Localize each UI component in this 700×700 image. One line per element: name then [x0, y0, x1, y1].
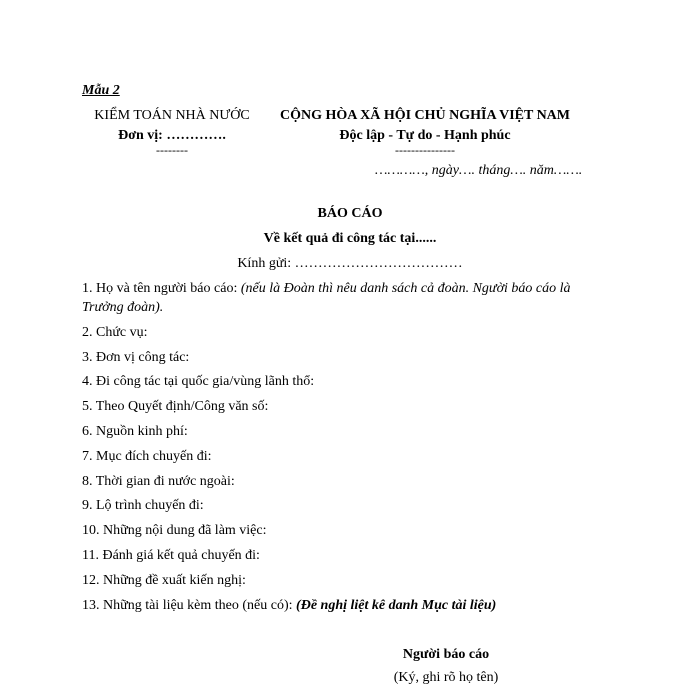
- item-12: 12. Những đề xuất kiến nghị:: [82, 573, 246, 588]
- addressee-line: Kính gửi: ………………………………: [237, 256, 463, 271]
- signature-note: (Ký, ghi rõ họ tên): [393, 670, 499, 685]
- item-3: 3. Đơn vị công tác:: [82, 350, 190, 365]
- item-11: 11. Đánh giá kết quả chuyến đi:: [82, 548, 260, 563]
- item-6: 6. Nguồn kinh phí:: [82, 424, 188, 439]
- item-7: 7. Mục đích chuyến đi:: [82, 449, 212, 464]
- left-rule: --------: [156, 143, 188, 157]
- item-13-text: 13. Những tài liệu kèm theo (nếu có):: [82, 598, 297, 613]
- item-2: 2. Chức vụ:: [82, 325, 148, 340]
- signature-title: Người báo cáo: [402, 647, 490, 662]
- right-rule: ---------------: [395, 143, 455, 157]
- report-title: BÁO CÁO: [317, 206, 383, 221]
- date-line: …………, ngày…. tháng…. năm…….: [375, 163, 583, 178]
- item-1-note-cont: Trưởng đoàn).: [82, 300, 164, 315]
- item-13: [82, 598, 496, 615]
- item-5: 5. Theo Quyết định/Công văn số:: [82, 399, 269, 414]
- item-1: [82, 281, 571, 298]
- item-10: 10. Những nội dung đã làm việc:: [82, 523, 267, 538]
- item-9: 9. Lộ trình chuyến đi:: [82, 498, 204, 513]
- unit-line: Đơn vị: ………….: [118, 128, 226, 143]
- republic-name: CỘNG HÒA XÃ HỘI CHỦ NGHĨA VIỆT NAM: [279, 108, 571, 123]
- item-1-text: 1. Họ và tên người báo cáo:: [82, 281, 241, 296]
- motto: Độc lập - Tự do - Hạnh phúc: [339, 128, 511, 143]
- form-label: Mẫu 2: [82, 83, 120, 98]
- agency-name: KIỂM TOÁN NHÀ NƯỚC: [94, 108, 250, 123]
- item-13-note: (Đề nghị liệt kê danh Mục tài liệu): [296, 598, 497, 613]
- item-4: 4. Đi công tác tại quốc gia/vùng lãnh thổ:: [82, 374, 315, 389]
- item-1-note: (nếu là Đoàn thì nêu danh sách cả đoàn. Người báo cáo là: [240, 281, 571, 296]
- report-subtitle: Về kết quả đi công tác tại......: [263, 231, 437, 246]
- item-8: 8. Thời gian đi nước ngoài:: [82, 474, 235, 489]
